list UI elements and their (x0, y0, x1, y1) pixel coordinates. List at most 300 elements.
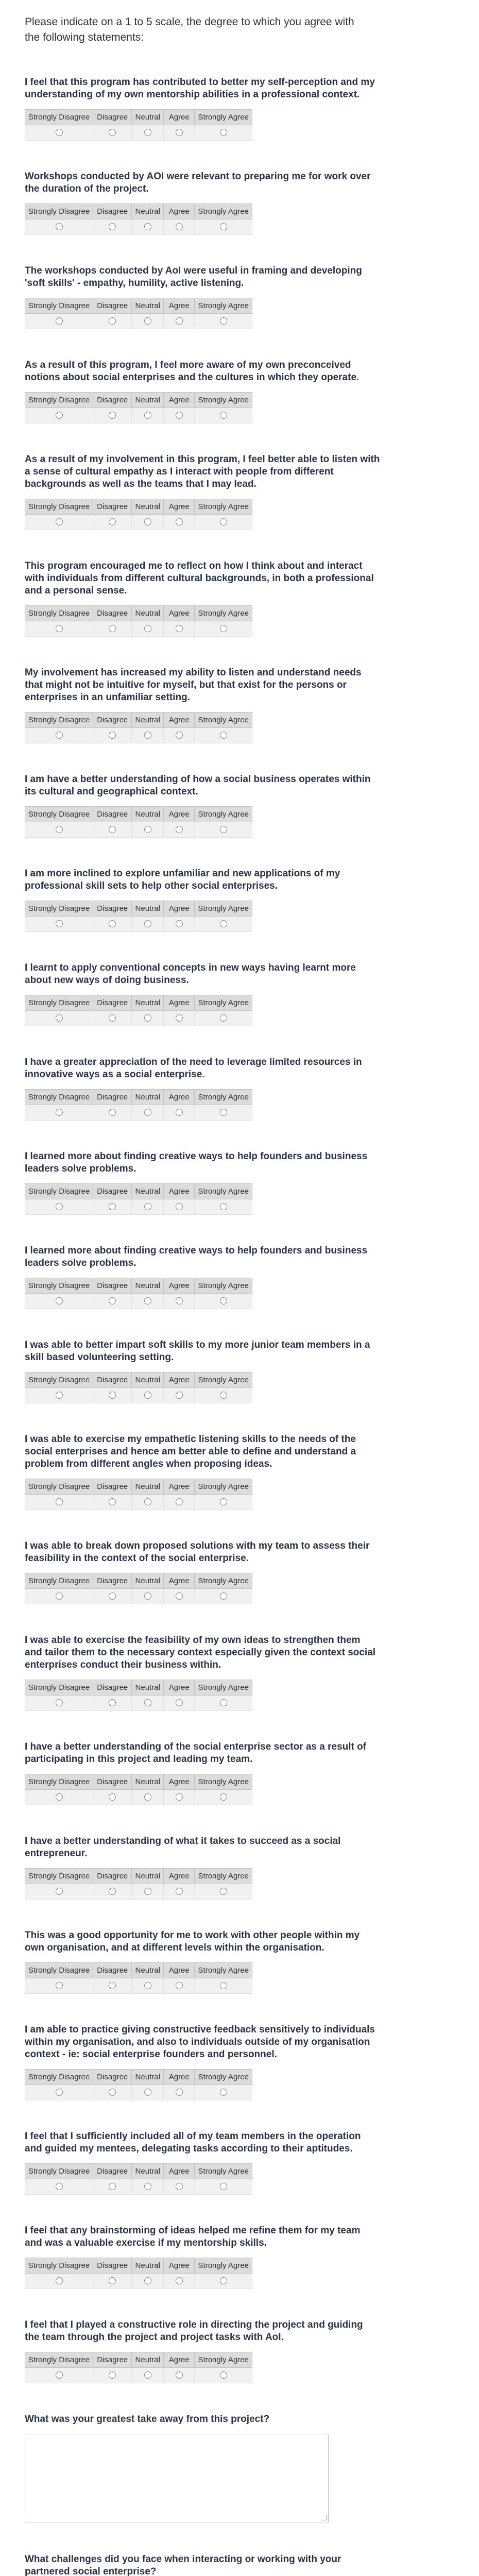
scale-radio[interactable] (220, 2371, 227, 2379)
scale-radio[interactable] (56, 1203, 63, 1210)
open-question (25, 2413, 454, 2522)
answer-textarea[interactable] (25, 2434, 329, 2522)
scale-radio[interactable] (109, 2183, 116, 2190)
scale-radio[interactable] (56, 920, 63, 927)
rating-scale (25, 712, 252, 743)
scale-header: Strongly Disagree (25, 1278, 93, 1294)
rating-question (25, 2225, 454, 2289)
scale-radio[interactable] (176, 1109, 183, 1116)
rating-question (25, 1835, 454, 1900)
scale-radio[interactable] (176, 1982, 183, 1989)
scale-radio[interactable] (144, 412, 151, 419)
scale-radio[interactable] (56, 1297, 63, 1304)
rating-scale (25, 499, 252, 530)
scale-header: Neutral (132, 2352, 164, 2368)
scale-header: Strongly Disagree (25, 499, 93, 515)
scale-header: Disagree (93, 713, 132, 728)
scale-radio[interactable] (220, 1297, 227, 1304)
question-label: I feel that I played a constructive role in directing the project and guiding the team through the project and project tasks with AoI. (25, 2319, 363, 2343)
scale-header: Agree (164, 2070, 195, 2085)
scale-header: Disagree (93, 1090, 132, 1105)
scale-header: Neutral (132, 901, 164, 917)
scale-header: Strongly Disagree (25, 606, 93, 621)
scale-radio[interactable] (176, 732, 183, 739)
question-label: I was able to exercise my empathetic listening skills to the needs of the social enterprises and hence am better able to define and understand a problem from different angles when proposing ideas. (25, 1434, 356, 1469)
rating-scale (25, 1868, 252, 1900)
rating-scale (25, 1573, 252, 1604)
question-label: I am able to practice giving constructive feedback sensitively to individuals within my organisation, and also to individuals outside of my organisation context - ie: social enterprise founders and personnel. (25, 2024, 375, 2060)
scale-header: Agree (164, 1090, 195, 1105)
rating-scale (25, 1278, 252, 1309)
scale-header: Disagree (93, 1963, 132, 1978)
scale-radio[interactable] (56, 1888, 63, 1895)
scale-radio[interactable] (56, 2371, 63, 2379)
scale-header: Neutral (132, 995, 164, 1011)
scale-header: Strongly Disagree (25, 1184, 93, 1199)
scale-radio[interactable] (220, 1109, 227, 1116)
scale-header: Strongly Disagree (25, 1869, 93, 1884)
scale-header: Strongly Agree (195, 2164, 252, 2179)
scale-header: Strongly Disagree (25, 1963, 93, 1978)
scale-header: Neutral (132, 393, 164, 408)
scale-header: Disagree (93, 393, 132, 408)
scale-header: Neutral (132, 1774, 164, 1790)
open-question (25, 2553, 454, 2576)
rating-scale (25, 2258, 252, 2289)
rating-question (25, 1056, 454, 1121)
scale-radio[interactable] (109, 1109, 116, 1116)
rating-scale (25, 901, 252, 932)
scale-header: Strongly Disagree (25, 2070, 93, 2085)
scale-header: Agree (164, 1372, 195, 1388)
rating-question (25, 1150, 454, 1215)
scale-header: Strongly Agree (195, 901, 252, 917)
scale-header: Disagree (93, 204, 132, 219)
scale-radio[interactable] (144, 1392, 151, 1399)
scale-header: Disagree (93, 1479, 132, 1495)
scale-radio[interactable] (176, 920, 183, 927)
question-label: I learnt to apply conventional concepts in new ways having learnt more about new ways of doing business. (25, 962, 356, 986)
form-intro: Please indicate on a 1 to 5 scale, the degree to which you agree with the following statements: (25, 16, 354, 43)
scale-radio[interactable] (176, 1699, 183, 1706)
scale-header: Agree (164, 1963, 195, 1978)
scale-header: Agree (164, 901, 195, 917)
scale-radio[interactable] (56, 1982, 63, 1989)
scale-header: Strongly Agree (195, 204, 252, 219)
scale-radio[interactable] (220, 518, 227, 526)
scale-radio[interactable] (109, 412, 116, 419)
scale-radio[interactable] (176, 223, 183, 230)
scale-radio[interactable] (176, 2183, 183, 2190)
rating-scale (25, 1183, 252, 1215)
scale-header: Agree (164, 807, 195, 822)
scale-header: Strongly Agree (195, 2352, 252, 2368)
rating-scale (25, 1774, 252, 1805)
scale-header: Strongly Agree (195, 1278, 252, 1294)
scale-radio[interactable] (109, 732, 116, 739)
rating-scale (25, 2069, 252, 2100)
question-label: I feel that this program has contributed to better my self-perception and my understanding of my own mentorship abilities in a professional context. (25, 77, 375, 100)
question-label: I am more inclined to explore unfamiliar and new applications of my professional skill sets to help other social enterprises. (25, 868, 340, 891)
scale-radio[interactable] (176, 1498, 183, 1505)
scale-header: Disagree (93, 1680, 132, 1696)
scale-header: Strongly Disagree (25, 807, 93, 822)
rating-scale (25, 1680, 252, 1711)
scale-radio[interactable] (176, 1297, 183, 1304)
scale-radio[interactable] (220, 1592, 227, 1600)
scale-radio[interactable] (220, 826, 227, 833)
scale-radio[interactable] (109, 2089, 116, 2096)
scale-radio[interactable] (144, 1014, 151, 1022)
scale-header: Strongly Agree (195, 1090, 252, 1105)
scale-header: Agree (164, 1573, 195, 1589)
scale-radio[interactable] (109, 1203, 116, 1210)
scale-header: Neutral (132, 1573, 164, 1589)
scale-header: Strongly Agree (195, 995, 252, 1011)
scale-radio[interactable] (220, 1888, 227, 1895)
question-label: This was a good opportunity for me to work with other people within my own organisation, and at different levels within the organisation. (25, 1930, 360, 1953)
scale-header: Strongly Agree (195, 393, 252, 408)
scale-header: Disagree (93, 499, 132, 515)
scale-radio[interactable] (144, 1592, 151, 1600)
scale-header: Agree (164, 1479, 195, 1495)
scale-header: Neutral (132, 807, 164, 822)
rating-questions (25, 76, 454, 2383)
scale-header: Strongly Disagree (25, 1573, 93, 1589)
scale-radio[interactable] (176, 317, 183, 325)
scale-header: Strongly Disagree (25, 298, 93, 314)
scale-header: Disagree (93, 995, 132, 1011)
scale-radio[interactable] (176, 1888, 183, 1895)
scale-radio[interactable] (144, 1888, 151, 1895)
scale-header: Disagree (93, 901, 132, 917)
rating-scale (25, 806, 252, 838)
scale-header: Strongly Agree (195, 807, 252, 822)
rating-scale (25, 1962, 252, 1994)
scale-header: Strongly Agree (195, 1573, 252, 1589)
scale-radio[interactable] (144, 2277, 151, 2284)
rating-question (25, 171, 454, 235)
rating-question (25, 359, 454, 423)
scale-radio[interactable] (56, 412, 63, 419)
scale-radio[interactable] (176, 412, 183, 419)
scale-header: Agree (164, 1184, 195, 1199)
scale-header: Agree (164, 713, 195, 728)
scale-radio[interactable] (176, 625, 183, 632)
rating-scale (25, 109, 252, 141)
scale-header: Strongly Agree (195, 1774, 252, 1790)
question-label: Workshops conducted by AOI were relevant to preparing me for work over the duration of the project. (25, 171, 371, 194)
scale-radio[interactable] (56, 1498, 63, 1505)
scale-radio[interactable] (109, 1392, 116, 1399)
scale-radio[interactable] (109, 518, 116, 526)
scale-radio[interactable] (176, 1592, 183, 1600)
scale-radio[interactable] (109, 826, 116, 833)
scale-radio[interactable] (144, 223, 151, 230)
scale-header: Neutral (132, 606, 164, 621)
scale-radio[interactable] (144, 1699, 151, 1706)
scale-radio[interactable] (220, 129, 227, 136)
open-question-label: What was your greatest take away from this project? (25, 2414, 270, 2425)
scale-header: Strongly Agree (195, 499, 252, 515)
scale-header: Neutral (132, 1278, 164, 1294)
scale-header: Agree (164, 2258, 195, 2274)
question-label: I learned more about finding creative ways to help founders and business leaders solve problems. (25, 1151, 368, 1174)
rating-scale (25, 204, 252, 235)
scale-radio[interactable] (109, 317, 116, 325)
rating-question (25, 1634, 454, 1711)
scale-radio[interactable] (144, 1297, 151, 1304)
scale-header: Disagree (93, 2070, 132, 2085)
scale-radio[interactable] (109, 223, 116, 230)
scale-radio[interactable] (109, 920, 116, 927)
question-label: I have a greater appreciation of the need to leverage limited resources in innovative ways as a social enterprise. (25, 1057, 362, 1080)
scale-header: Strongly Disagree (25, 1479, 93, 1495)
scale-radio[interactable] (56, 317, 63, 325)
scale-radio[interactable] (220, 732, 227, 739)
scale-header: Strongly Agree (195, 2258, 252, 2274)
scale-radio[interactable] (56, 1592, 63, 1600)
scale-radio[interactable] (56, 1014, 63, 1022)
scale-radio[interactable] (144, 2371, 151, 2379)
scale-header: Agree (164, 1774, 195, 1790)
scale-header: Neutral (132, 1372, 164, 1388)
scale-header: Neutral (132, 1479, 164, 1495)
scale-radio[interactable] (56, 223, 63, 230)
rating-scale (25, 2352, 252, 2383)
scale-radio[interactable] (109, 625, 116, 632)
scale-radio[interactable] (220, 625, 227, 632)
question-label: I feel that any brainstorming of ideas helped me refine them for my team and was a valuable exercise if my mentorship skills. (25, 2225, 361, 2248)
scale-header: Neutral (132, 1963, 164, 1978)
question-label: This program encouraged me to reflect on how I think about and interact with individuals from different cultural backgrounds, in both a professional and a personal sense. (25, 561, 374, 596)
scale-radio[interactable] (109, 1014, 116, 1022)
rating-question (25, 1245, 454, 1309)
rating-question (25, 667, 454, 743)
rating-scale (25, 605, 252, 637)
scale-header: Disagree (93, 1278, 132, 1294)
scale-header: Disagree (93, 110, 132, 125)
scale-radio[interactable] (144, 920, 151, 927)
scale-radio[interactable] (144, 2183, 151, 2190)
scale-header: Disagree (93, 606, 132, 621)
scale-radio[interactable] (176, 518, 183, 526)
scale-header: Disagree (93, 2352, 132, 2368)
scale-radio[interactable] (220, 412, 227, 419)
scale-radio[interactable] (144, 2089, 151, 2096)
rating-question (25, 560, 454, 637)
scale-header: Strongly Agree (195, 1963, 252, 1978)
scale-radio[interactable] (176, 1014, 183, 1022)
scale-radio[interactable] (144, 826, 151, 833)
scale-header: Disagree (93, 807, 132, 822)
scale-header: Neutral (132, 1184, 164, 1199)
scale-header: Strongly Agree (195, 713, 252, 728)
scale-radio[interactable] (220, 1982, 227, 1989)
scale-radio[interactable] (56, 732, 63, 739)
scale-radio[interactable] (176, 826, 183, 833)
scale-header: Disagree (93, 2258, 132, 2274)
scale-radio[interactable] (109, 1592, 116, 1600)
scale-radio[interactable] (56, 2183, 63, 2190)
scale-radio[interactable] (144, 1203, 151, 1210)
scale-header: Strongly Disagree (25, 393, 93, 408)
scale-radio[interactable] (176, 2277, 183, 2284)
scale-radio[interactable] (176, 1203, 183, 1210)
scale-header: Agree (164, 204, 195, 219)
question-label: I am have a better understanding of how a social business operates within its cultural and geographical context. (25, 774, 371, 797)
question-label: I was able to exercise the feasibility of my own ideas to strengthen them and tailor them to the necessary context especially given the context social enterprises conduct their business within. (25, 1635, 376, 1670)
scale-radio[interactable] (56, 518, 63, 526)
scale-radio[interactable] (56, 2277, 63, 2284)
scale-radio[interactable] (56, 2089, 63, 2096)
rating-question (25, 265, 454, 329)
scale-header: Disagree (93, 2164, 132, 2179)
scale-radio[interactable] (56, 1109, 63, 1116)
scale-header: Strongly Disagree (25, 110, 93, 125)
rating-scale (25, 298, 252, 329)
scale-radio[interactable] (144, 1109, 151, 1116)
scale-radio[interactable] (220, 2089, 227, 2096)
scale-header: Strongly Agree (195, 1184, 252, 1199)
rating-question (25, 2130, 454, 2195)
scale-radio[interactable] (56, 1392, 63, 1399)
scale-header: Strongly Disagree (25, 1680, 93, 1696)
rating-question (25, 76, 454, 141)
scale-radio[interactable] (109, 1297, 116, 1304)
scale-header: Agree (164, 1278, 195, 1294)
scale-radio[interactable] (109, 1793, 116, 1801)
scale-header: Neutral (132, 499, 164, 515)
rating-question (25, 962, 454, 1026)
rating-question (25, 2319, 454, 2383)
scale-radio[interactable] (144, 317, 151, 325)
scale-radio[interactable] (144, 518, 151, 526)
question-label: As a result of my involvement in this program, I feel better able to listen with a sense of cultural empathy as I interact with people from different backgrounds as well as the teams that I may lead. (25, 454, 380, 489)
scale-header: Strongly Agree (195, 1372, 252, 1388)
scale-header: Agree (164, 110, 195, 125)
scale-radio[interactable] (109, 1699, 116, 1706)
question-label: My involvement has increased my ability to listen and understand needs that might not be intuitive for myself, but that exist for the persons or enterprises in an unfamiliar setting. (25, 667, 362, 703)
scale-radio[interactable] (220, 1014, 227, 1022)
scale-radio[interactable] (144, 129, 151, 136)
scale-radio[interactable] (109, 2277, 116, 2284)
scale-header: Agree (164, 1680, 195, 1696)
scale-radio[interactable] (56, 625, 63, 632)
scale-header: Agree (164, 393, 195, 408)
scale-header: Agree (164, 1869, 195, 1884)
scale-header: Neutral (132, 204, 164, 219)
scale-radio[interactable] (176, 1793, 183, 1801)
scale-radio[interactable] (109, 2371, 116, 2379)
scale-radio[interactable] (109, 1982, 116, 1989)
scale-radio[interactable] (220, 1203, 227, 1210)
scale-header: Strongly Disagree (25, 2352, 93, 2368)
scale-radio[interactable] (144, 732, 151, 739)
scale-header: Strongly Agree (195, 1479, 252, 1495)
scale-header: Agree (164, 298, 195, 314)
scale-header: Strongly Agree (195, 1680, 252, 1696)
question-label: I have a better understanding of the social enterprise sector as a result of participating in this project and leading my team. (25, 1741, 367, 1765)
scale-header: Strongly Disagree (25, 713, 93, 728)
scale-header: Strongly Agree (195, 606, 252, 621)
scale-header: Disagree (93, 298, 132, 314)
scale-radio[interactable] (176, 2089, 183, 2096)
scale-radio[interactable] (56, 1793, 63, 1801)
scale-radio[interactable] (176, 1392, 183, 1399)
rating-question (25, 1741, 454, 1805)
scale-radio[interactable] (109, 1888, 116, 1895)
scale-radio[interactable] (220, 1699, 227, 1706)
question-label: I learned more about finding creative ways to help founders and business leaders solve problems. (25, 1245, 368, 1268)
scale-radio[interactable] (220, 1392, 227, 1399)
scale-radio[interactable] (144, 1982, 151, 1989)
question-label: I was able to better impart soft skills to my more junior team members in a skill based volunteering setting. (25, 1340, 370, 1363)
rating-question (25, 1433, 454, 1510)
question-label: I have a better understanding of what it takes to succeed as a social entrepreneur. (25, 1836, 341, 1859)
rating-question (25, 1929, 454, 1994)
scale-radio[interactable] (220, 1793, 227, 1801)
rating-scale (25, 1372, 252, 1403)
scale-radio[interactable] (220, 223, 227, 230)
scale-header: Disagree (93, 1573, 132, 1589)
scale-radio[interactable] (144, 1793, 151, 1801)
rating-question (25, 1540, 454, 1604)
scale-radio[interactable] (220, 1498, 227, 1505)
scale-radio[interactable] (56, 1699, 63, 1706)
scale-header: Disagree (93, 1869, 132, 1884)
scale-header: Strongly Disagree (25, 1090, 93, 1105)
question-label: I feel that I sufficiently included all of my team members in the operation and guided my mentees, delegating tasks according to their aptitudes. (25, 2131, 361, 2154)
scale-radio[interactable] (109, 1498, 116, 1505)
scale-header: Strongly Disagree (25, 901, 93, 917)
scale-radio[interactable] (56, 826, 63, 833)
scale-header: Strongly Disagree (25, 2164, 93, 2179)
question-label: I was able to break down proposed solutions with my team to assess their feasibility in the context of the social enterprise. (25, 1540, 370, 1564)
scale-radio[interactable] (220, 920, 227, 927)
scale-radio[interactable] (220, 2277, 227, 2284)
rating-question (25, 868, 454, 932)
scale-header: Strongly Disagree (25, 1774, 93, 1790)
scale-header: Neutral (132, 713, 164, 728)
scale-header: Disagree (93, 1774, 132, 1790)
scale-radio[interactable] (144, 625, 151, 632)
scale-header: Neutral (132, 2070, 164, 2085)
scale-radio[interactable] (56, 129, 63, 136)
rating-question (25, 773, 454, 838)
scale-radio[interactable] (220, 317, 227, 325)
rating-scale (25, 392, 252, 423)
scale-header: Agree (164, 606, 195, 621)
question-label: The workshops conducted by AoI were useful in framing and developing 'soft skills' - empathy, humility, active listening. (25, 265, 362, 289)
scale-header: Strongly Disagree (25, 995, 93, 1011)
scale-radio[interactable] (176, 129, 183, 136)
rating-scale (25, 1089, 252, 1121)
scale-header: Neutral (132, 110, 164, 125)
scale-radio[interactable] (220, 2183, 227, 2190)
scale-radio[interactable] (109, 129, 116, 136)
scale-header: Strongly Agree (195, 110, 252, 125)
scale-header: Strongly Agree (195, 1869, 252, 1884)
open-question-label: What challenges did you face when interacting or working with your partnered social enterprise? (25, 2554, 341, 2576)
scale-header: Strongly Agree (195, 298, 252, 314)
rating-scale (25, 1479, 252, 1510)
rating-question (25, 453, 454, 530)
scale-header: Neutral (132, 1869, 164, 1884)
scale-radio[interactable] (176, 2371, 183, 2379)
scale-radio[interactable] (144, 1498, 151, 1505)
rating-question (25, 2024, 454, 2100)
